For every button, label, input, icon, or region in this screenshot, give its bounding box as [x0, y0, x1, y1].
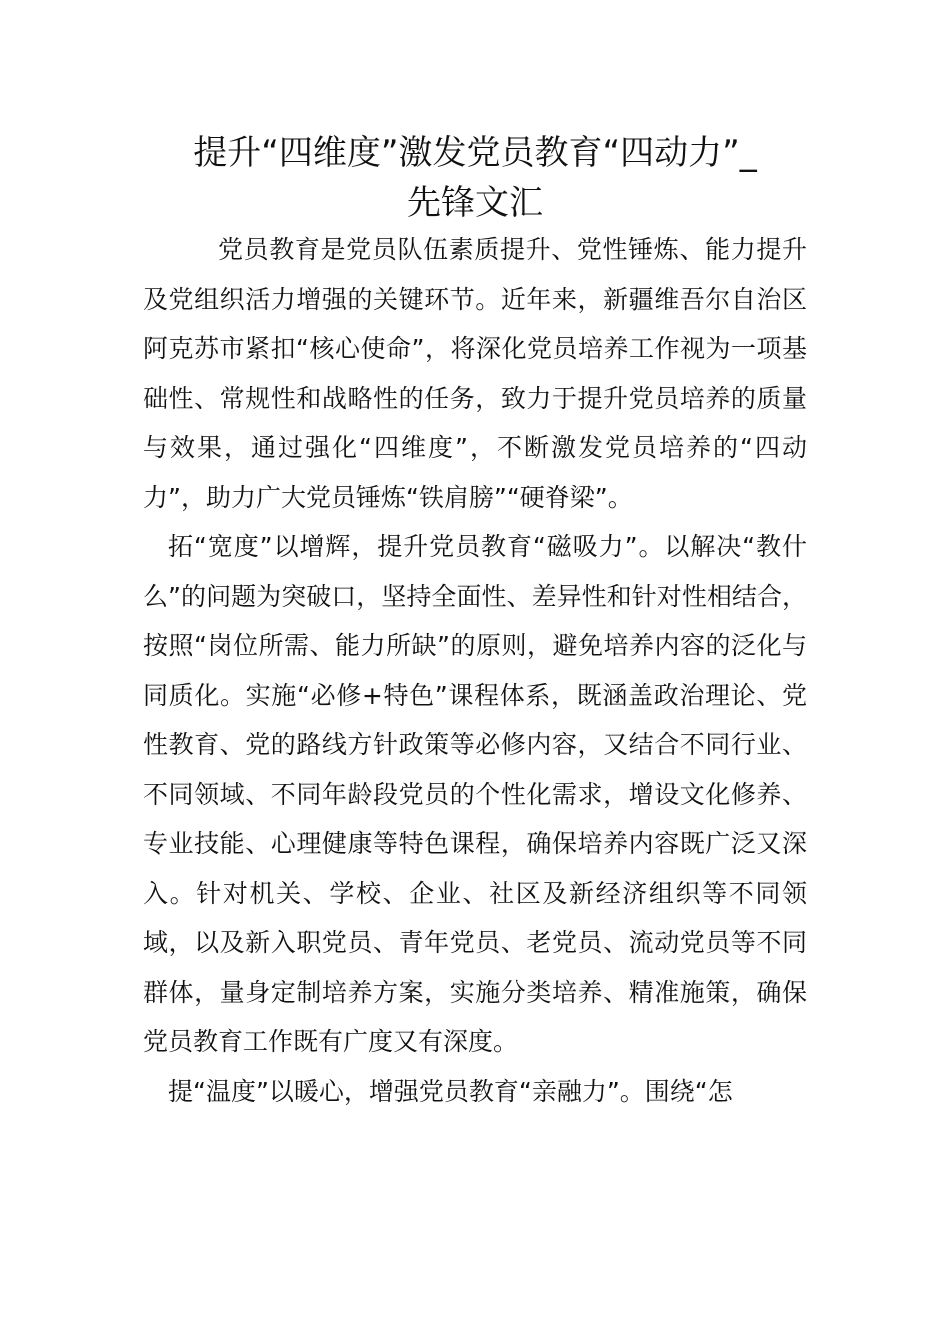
document-body: [143, 225, 807, 1116]
document-title: [143, 128, 807, 228]
paragraph-width-dimension: 拓“宽度”以增辉，提升党员教育“磁吸力”。以解决“教什么”的问题为突破口，坚持全面性、差异性和针对性相结合，按照“岗位所需、能力所缺”的原则，避免培养内容的泛化与同质化。实施“必修+特色”课程体系，既涵盖政治理论、党性教育、党的路线方针政策等必修内容，又结合不同行业、不同领域、不同年龄段党员的个性化需求，增设文化修养、专业技能、心理健康等特色课程，确保培养内容既广泛又深入。针对机关、学校、企业、社区及新经济组织等不同领域，以及新入职党员、青年党员、老党员、流动党员等不同群体，量身定制培养方案，实施分类培养、精准施策，确保党员教育工作既有广度又有深度。: [143, 532, 807, 1056]
title-line-1: 提升“四维度”激发党员教育“四动力”_: [193, 133, 757, 173]
paragraph-warmth-dimension: 提“温度”以暖心，增强党员教育“亲融力”。围绕“怎: [168, 1076, 733, 1106]
paragraph-intro: 党员教育是党员队伍素质提升、党性锤炼、能力提升及党组织活力增强的关键环节。近年来，新疆维吾尔自治区阿克苏市紧扣“核心使命”，将深化党员培养工作视为一项基础性、常规性和战略性的任务，致力于提升党员培养的质量与效果，通过强化“四维度”，不断激发党员培养的“四动力”，助力广大党员锤炼“铁肩膀”“硬脊梁”。: [143, 235, 807, 512]
title-line-2: 先锋文汇: [407, 183, 543, 223]
